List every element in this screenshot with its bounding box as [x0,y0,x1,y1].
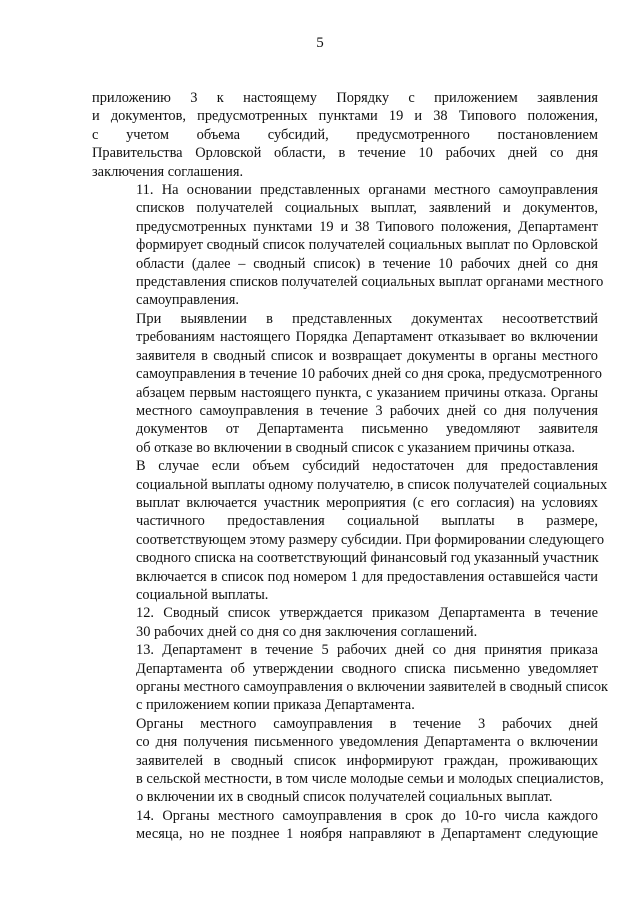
text-line: области (далее – сводный список) в течение 10 рабочих дней со дня [136,255,598,272]
text-line: 13. Департамент в течение 5 рабочих дней со дня принятия приказа [136,642,598,659]
text-line: предусмотренных пунктами 19 и 38 Типового положения, Департамент [136,218,598,235]
text-line: включается в список под номером 1 для предоставления оставшейся части [136,568,598,585]
text-line: формирует сводный список получателей социальных выплат по Орловской [136,237,598,254]
text-line: требованиям настоящего Порядка Департамент отказывает во включении [136,329,598,346]
text-line: заявителя в сводный список и возвращает документы в органы местного [136,347,598,364]
text-line: с приложением копии приказа Департамента. [136,697,415,714]
text-line: и документов, предусмотренных пунктами 19 и 38 Типового положения, [92,108,598,125]
text-line: самоуправления в течение 10 рабочих дней со дня срока, предусмотренного [136,366,602,383]
text-line: Департамента об утверждении сводного списка письменно уведомляет [136,660,598,677]
text-line: 12. Сводный список утверждается приказом Департамента в течение [136,605,598,622]
text-line: 11. На основании представленных органами местного самоуправления [136,182,598,199]
paragraph-rejection [92,310,602,457]
text-line: 14. Органы местного самоуправления в срок до 10-го числа каждого [136,807,598,824]
text-line: местного самоуправления в течение 3 рабочих дней со дня получения [136,402,598,419]
text-line: месяца, но не позднее 1 ноября направляют в Департамент следующие [136,826,598,843]
text-line: абзацем первым настоящего пункта, с указанием причины отказа. Органы [136,384,598,401]
text-line: приложению 3 к настоящему Порядку с приложением заявления [92,90,598,106]
paragraph-continuation [92,89,598,181]
paragraph-item-12 [92,604,598,641]
paragraph-notification [92,715,604,807]
text-line: При выявлении в представленных документах несоответствий [136,310,598,327]
text-line: в сельской местности, в том числе молодые семьи и молодых специалистов, [136,771,604,788]
text-line: 30 рабочих дней со дня со дня заключения соглашений. [136,623,478,640]
paragraph-insufficient-subsidy [92,457,608,604]
document-body [92,89,609,844]
text-line: со дня получения письменного уведомления Департамента о включении [136,734,598,751]
text-line: представления списков получателей социальных выплат органами местного [136,274,604,291]
text-line: соответствующем этому размеру субсидии. При формировании следующего [136,531,605,548]
text-line: социальной выплаты. [136,586,269,603]
text-line: самоуправления. [136,292,239,309]
paragraph-item-13 [92,641,609,715]
text-line: В случае если объем субсидий недостаточен для предоставления [136,458,598,475]
text-line: органы местного самоуправления о включении заявителей в сводный список [136,679,609,695]
text-line: заключения соглашения. [92,163,244,180]
paragraph-item-14 [92,807,598,844]
text-line: документов от Департамента письменно уведомляют заявителя [136,421,598,438]
page-number: 5 [316,35,324,51]
paragraph-item-11 [92,181,604,310]
text-line: сводного списка на соответствующий финансовый год указанный участник [136,550,599,567]
text-line: о включении их в сводный список получателей социальных выплат. [136,789,553,806]
text-line: заявителей в сводный список информируют граждан, проживающих [136,752,598,769]
text-line: с учетом объема субсидий, предусмотренного постановлением [92,126,598,143]
text-line: частичного предоставления социальной выплаты в размере, [136,513,598,530]
text-line: об отказе во включении в сводный список с указанием причины отказа. [136,439,575,456]
text-line: выплат включается участник мероприятия (с его согласия) на условиях [136,494,598,511]
text-line: Правительства Орловской области, в течение 10 рабочих дней со дня [92,145,598,162]
text-line: социальной выплаты одному получателю, в список получателей социальных [136,476,608,493]
text-line: Органы местного самоуправления в течение 3 рабочих дней [136,715,598,732]
text-line: списков получателей социальных выплат, заявлений и документов, [136,200,598,217]
